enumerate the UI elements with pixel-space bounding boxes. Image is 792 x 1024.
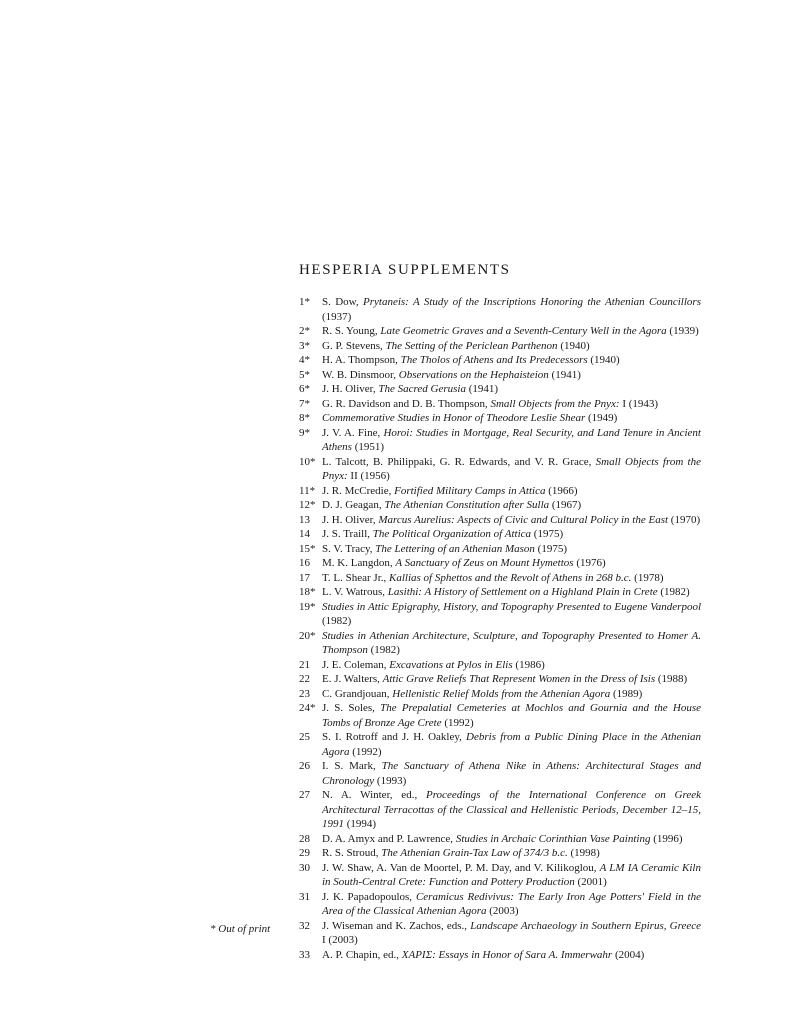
- entry-text: [322, 658, 701, 673]
- list-item: [299, 861, 701, 890]
- entry-title: Landscape Archaeology in Southern Epirus, Greece: [470, 919, 702, 932]
- list-item: [299, 571, 701, 586]
- entry-year: (2003): [486, 905, 519, 917]
- list-item: [299, 600, 701, 629]
- entry-year: (1998): [567, 847, 600, 859]
- entry-number: 28: [299, 832, 310, 845]
- entry-author: D. A. Amyx and P. Lawrence,: [322, 832, 456, 845]
- list-item: [299, 368, 701, 383]
- entry-text: [322, 629, 701, 658]
- entry-author: I. S. Mark,: [322, 760, 382, 772]
- entry-year: (1967): [549, 499, 582, 511]
- entry-title: The Sanctuary of Athena Nike in Athens: Architectural Stages and Chronology: [322, 760, 702, 787]
- entry-year: (1939): [666, 325, 699, 337]
- entry-year: (1996): [650, 832, 683, 845]
- entry-author: J. V. A. Fine,: [322, 426, 384, 439]
- entry-year: (1941): [465, 383, 499, 395]
- entry-title: Lasithi: A History of Settlement on a Highland Plain in Crete: [387, 586, 658, 598]
- entry-year: (1966): [545, 484, 578, 497]
- list-item: [299, 527, 701, 542]
- entry-title: Observations on the Hephaisteion: [398, 368, 549, 381]
- list-item: [299, 556, 701, 571]
- entry-number: 27: [299, 789, 310, 801]
- entry-text: [322, 788, 701, 832]
- entry-author: A. P. Chapin, ed.,: [322, 948, 402, 961]
- list-item: [299, 397, 701, 412]
- entry-title: The Athenian Constitution after Sulla: [384, 499, 550, 511]
- entry-number: 2*: [299, 325, 310, 337]
- entry-number: 1*: [299, 296, 310, 308]
- entry-title: Small Objects from the Pnyx:: [490, 397, 620, 410]
- entry-text: [322, 730, 701, 759]
- entry-text: [322, 382, 701, 397]
- list-item: [299, 629, 701, 658]
- entry-author: S. I. Rotroff and J. H. Oakley,: [322, 731, 467, 743]
- entry-year: (1940): [587, 354, 620, 366]
- entry-author: J. K. Papadopoulos,: [322, 890, 416, 903]
- entry-number: 31: [299, 890, 310, 903]
- entry-text: [322, 513, 701, 528]
- entry-year: (1982): [657, 586, 690, 598]
- entry-text: [322, 571, 701, 586]
- entry-year: (2001): [574, 876, 607, 888]
- entry-title: A LM IA Ceramic Kiln in South-Central Crete: Function and Pottery Production: [322, 861, 701, 888]
- list-item: [299, 701, 701, 730]
- entry-year: (1989): [610, 687, 643, 700]
- entry-title: Late Geometric Graves and a Seventh-Century Well in the Agora: [380, 325, 667, 337]
- list-item: [299, 324, 701, 339]
- list-item: [299, 426, 701, 455]
- entry-author: J. E. Coleman,: [322, 658, 390, 671]
- entry-author: G. P. Stevens,: [322, 339, 386, 352]
- entry-author: J. W. Shaw, A. Van de Moortel, P. M. Day, and V. Kilikoglou,: [322, 861, 600, 874]
- entry-author: E. J. Walters,: [322, 673, 383, 685]
- entry-author: R. S. Stroud,: [322, 847, 382, 859]
- entry-text: [322, 846, 701, 861]
- entry-text: [322, 397, 701, 412]
- entry-title: ΧΑΡΙΣ: Essays in Honor of Sara A. Immerwahr: [401, 948, 613, 961]
- out-of-print-note: * Out of print: [210, 923, 271, 935]
- entry-title: Commemorative Studies in Honor of Theodore Leslie Shear: [322, 412, 586, 424]
- entry-text: [322, 585, 701, 600]
- entry-number: 25: [299, 731, 310, 743]
- entry-text: [322, 324, 701, 339]
- entry-year: (1978): [631, 571, 664, 584]
- entry-text: [322, 600, 701, 629]
- entry-title: Studies in Attic Epigraphy, History, and Topography Presented to Eugene Vanderpool: [322, 600, 701, 613]
- entry-author: J. H. Oliver,: [322, 513, 379, 526]
- entry-year: (1992): [349, 745, 382, 758]
- entry-author: N. A. Winter, ed.,: [322, 789, 426, 801]
- entry-title: The Lettering of an Athenian Mason: [375, 542, 535, 555]
- entry-number: 33: [299, 948, 310, 961]
- entry-year: I (1943): [619, 397, 659, 410]
- entry-title: Fortified Military Camps in Attica: [394, 484, 546, 497]
- entry-author: S. V. Tracy,: [322, 542, 376, 555]
- entry-number: 23: [299, 687, 310, 700]
- entry-number: 22: [299, 673, 310, 685]
- entry-author: J. H. Oliver,: [322, 383, 379, 395]
- entry-title: Horoi: Studies in Mortgage, Real Security, and Land Tenure in Ancient Athens: [322, 426, 701, 453]
- entry-year: (1937): [322, 310, 352, 323]
- list-item: [299, 658, 701, 673]
- list-item: [299, 846, 701, 861]
- entry-text: [322, 556, 701, 571]
- entry-number: 8*: [299, 412, 310, 424]
- entry-number: 16: [299, 557, 310, 569]
- entry-author: C. Grandjouan,: [322, 687, 393, 700]
- entry-author: D. J. Geagan,: [322, 499, 385, 511]
- entry-title: Excavations at Pylos in Elis: [389, 658, 513, 671]
- entry-year: (1975): [531, 528, 564, 540]
- list-item: [299, 730, 701, 759]
- supplement-list: [299, 295, 701, 962]
- entry-text: [322, 919, 701, 948]
- entry-year: (2004): [612, 948, 645, 961]
- entry-title: Studies in Archaic Corinthian Vase Painting: [455, 832, 651, 845]
- entry-year: (1970): [668, 513, 701, 526]
- entry-year: (1982): [322, 615, 352, 627]
- entry-title: The Prepalatial Cemeteries at Mochlos and Gournia and the House Tombs of Bronze Age Crete: [322, 702, 701, 729]
- entry-author: G. R. Davidson and D. B. Thompson,: [322, 397, 491, 410]
- entry-number: 17: [299, 571, 310, 584]
- entry-number: 10*: [299, 455, 316, 468]
- entry-year: (1982): [367, 644, 400, 656]
- entry-number: 18*: [299, 586, 316, 598]
- entry-text: [322, 890, 701, 919]
- entry-number: 26: [299, 760, 310, 772]
- entry-year: (1949): [585, 412, 618, 424]
- list-item: [299, 353, 701, 368]
- entry-number: 24*: [299, 702, 316, 714]
- entry-text: [322, 701, 701, 730]
- entry-author: R. S. Young,: [322, 325, 381, 337]
- list-item: [299, 484, 701, 499]
- entry-text: [322, 426, 701, 455]
- entry-title: Marcus Aurelius: Aspects of Civic and Cultural Policy in the East: [378, 513, 669, 526]
- entry-text: [322, 339, 701, 354]
- list-item: [299, 948, 701, 963]
- entry-title: The Sacred Gerusia: [378, 383, 466, 395]
- entry-title: Small Objects from the Pnyx:: [322, 455, 701, 482]
- entry-author: T. L. Shear Jr.,: [322, 571, 390, 584]
- entry-author: L. Talcott, B. Philippaki, G. R. Edwards, and V. R. Grace,: [322, 455, 596, 468]
- entry-number: 30: [299, 861, 310, 874]
- entry-text: [322, 411, 701, 426]
- entry-title: Hellenistic Relief Molds from the Athenian Agora: [392, 687, 611, 700]
- entry-year: II (1956): [347, 470, 390, 482]
- entry-number: 6*: [299, 383, 310, 395]
- list-item: [299, 411, 701, 426]
- list-item: [299, 585, 701, 600]
- entry-title: Ceramicus Redivivus: The Early Iron Age Potters' Field in the Area of the Classical Athenian Agora: [322, 890, 701, 917]
- entry-number: 15*: [299, 542, 316, 555]
- entry-number: 13: [299, 513, 310, 526]
- entry-author: J. Wiseman and K. Zachos, eds.,: [322, 919, 471, 932]
- entry-author: W. B. Dinsmoor,: [322, 368, 399, 381]
- entry-text: [322, 484, 701, 499]
- entry-text: [322, 527, 701, 542]
- entry-title: The Political Organization of Attica: [372, 528, 532, 540]
- list-item: [299, 513, 701, 528]
- entry-title: Proceedings of the International Conference on Greek Architectural Terracottas of the Classical and Hellenistic Periods, December 12–15, 1991: [322, 789, 701, 830]
- entry-year: (1940): [557, 339, 590, 352]
- entry-number: 20*: [299, 629, 316, 642]
- entry-number: 4*: [299, 354, 310, 366]
- entry-title: Debris from a Public Dining Place in the Athenian Agora: [322, 731, 701, 758]
- entry-number: 5*: [299, 368, 310, 381]
- entry-text: [322, 295, 701, 324]
- list-item: [299, 295, 701, 324]
- page-title: HESPERIA SUPPLEMENTS: [299, 262, 511, 278]
- entry-number: 21: [299, 658, 310, 671]
- entry-author: J. S. Traill,: [322, 528, 373, 540]
- entry-title: The Athenian Grain-Tax Law of 374/3 b.c.: [381, 847, 568, 859]
- entry-year: (1993): [374, 774, 407, 787]
- list-item: [299, 687, 701, 702]
- entry-year: (1941): [548, 368, 581, 381]
- entry-author: H. A. Thompson,: [322, 354, 401, 366]
- entry-author: S. Dow,: [322, 296, 363, 308]
- list-item: [299, 672, 701, 687]
- entry-text: [322, 687, 701, 702]
- entry-author: J. R. McCredie,: [322, 484, 395, 497]
- list-item: [299, 339, 701, 354]
- entry-number: 11*: [299, 484, 316, 497]
- entry-year: (1994): [344, 818, 377, 830]
- list-item: [299, 542, 701, 557]
- list-item: [299, 890, 701, 919]
- entry-year: (1976): [573, 557, 606, 569]
- entry-text: [322, 861, 701, 890]
- entry-number: 3*: [299, 339, 310, 352]
- entry-title: Attic Grave Reliefs That Represent Women in the Dress of Isis: [382, 673, 656, 685]
- entry-title: Studies in Athenian Architecture, Sculpture, and Topography Presented to Homer A. Thompson: [322, 629, 701, 656]
- list-item: [299, 832, 701, 847]
- entry-number: 7*: [299, 397, 310, 410]
- entry-year: (1988): [655, 673, 688, 685]
- entry-author: L. V. Watrous,: [322, 586, 388, 598]
- entry-year: (1986): [512, 658, 545, 671]
- entry-number: 12*: [299, 499, 316, 511]
- entry-year: (1992): [441, 716, 474, 729]
- entry-text: [322, 948, 701, 963]
- entry-year: (1951): [351, 441, 385, 453]
- entry-title: Prytaneis: A Study of the Inscriptions Honoring the Athenian Councillors: [363, 296, 701, 308]
- entry-title: Kallias of Sphettos and the Revolt of Athens in 268 b.c.: [389, 571, 632, 584]
- list-item: [299, 382, 701, 397]
- list-item: [299, 759, 701, 788]
- entry-number: 32: [299, 919, 310, 932]
- entry-author: M. K. Langdon,: [322, 557, 396, 569]
- entry-text: [322, 759, 701, 788]
- list-item: [299, 455, 701, 484]
- entry-title: The Setting of the Periclean Parthenon: [385, 339, 558, 352]
- entry-title: The Tholos of Athens and Its Predecessors: [400, 354, 588, 366]
- entry-text: [322, 542, 701, 557]
- entry-year: (1975): [534, 542, 567, 555]
- entry-author: J. S. Soles,: [322, 702, 381, 714]
- list-item: [299, 788, 701, 832]
- entry-number: 9*: [299, 426, 310, 439]
- entry-text: [322, 672, 701, 687]
- entry-text: [322, 455, 701, 484]
- entry-number: 29: [299, 847, 310, 859]
- list-item: [299, 919, 701, 948]
- entry-number: 14: [299, 528, 310, 540]
- entry-number: 19*: [299, 600, 316, 613]
- entry-year: I (2003): [322, 934, 358, 946]
- list-item: [299, 498, 701, 513]
- entry-text: [322, 498, 701, 513]
- entry-title: A Sanctuary of Zeus on Mount Hymettos: [395, 557, 574, 569]
- entry-text: [322, 832, 701, 847]
- entry-text: [322, 353, 701, 368]
- entry-text: [322, 368, 701, 383]
